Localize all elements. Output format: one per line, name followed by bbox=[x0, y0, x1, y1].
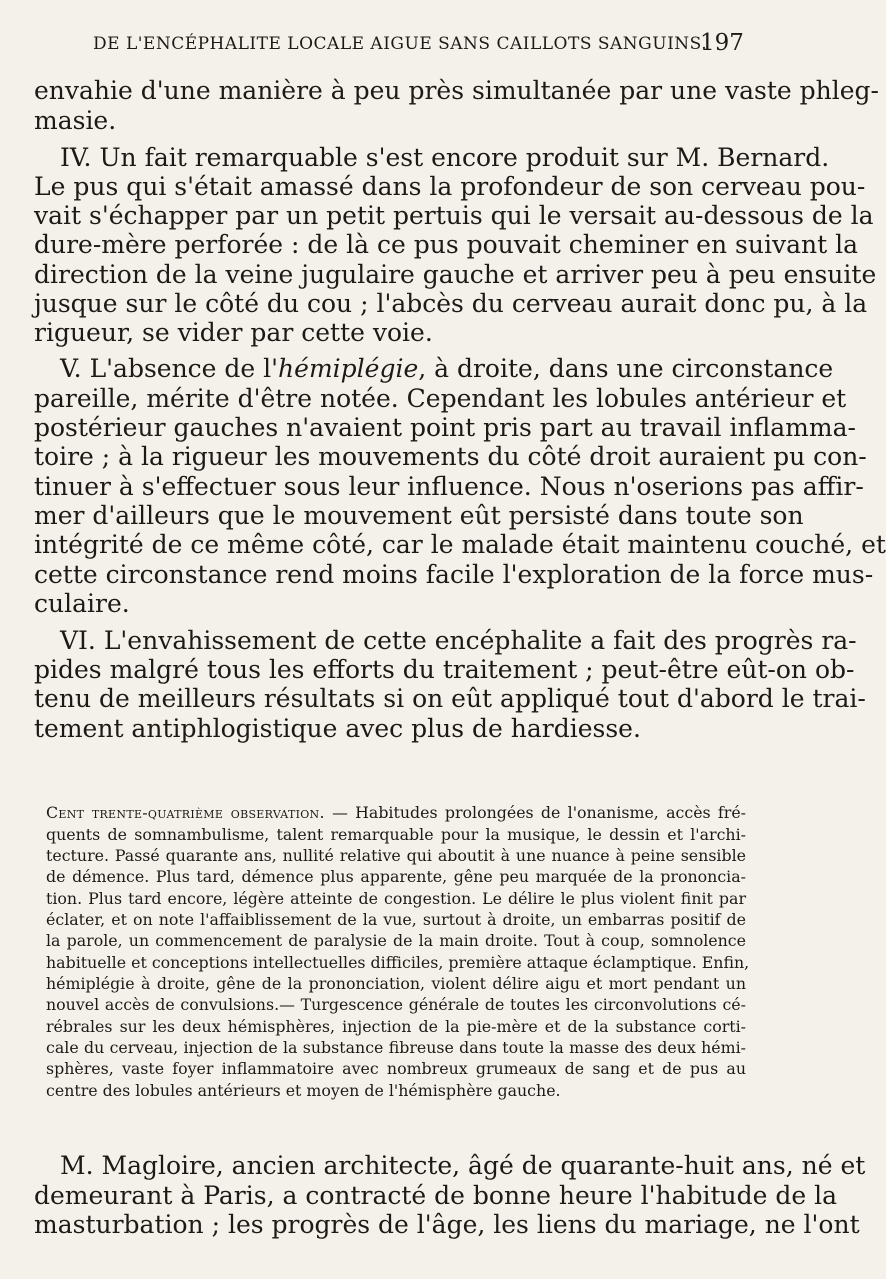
text-line: vait s'échapper par un petit pertuis qui le versait au-dessous de la bbox=[34, 201, 874, 230]
paragraph-v-start bbox=[60, 354, 834, 383]
text-line: Le pus qui s'était amassé dans la profondeur de son cerveau pou- bbox=[34, 172, 866, 201]
text-line: direction de la veine jugulaire gauche et arriver peu à peu ensuite bbox=[34, 260, 877, 289]
text-line: toire ; à la rigueur les mouvements du côté droit auraient pu con- bbox=[34, 442, 867, 471]
case-line: masturbation ; les progrès de l'âge, les liens du mariage, ne l'ont bbox=[34, 1210, 860, 1239]
paragraph-vi-start: VI. L'envahissement de cette encéphalite a fait des progrès ra- bbox=[60, 626, 857, 655]
text-line: mer d'ailleurs que le mouvement eût persisté dans toute son bbox=[34, 501, 804, 530]
note-line: rébrales sur les deux hémisphères, injection de la pie-mère et de la substance corti- bbox=[46, 1017, 746, 1036]
note-line: quents de somnambulisme, talent remarquable pour la musique, le dessin et l'archi- bbox=[46, 825, 746, 844]
observation-title: Cent trente-quatrième observation. bbox=[46, 803, 325, 822]
page-header bbox=[0, 26, 800, 66]
text-run: — Habitudes prolongées de l'onanisme, accès fré- bbox=[324, 803, 747, 822]
note-line: éclater, et on note l'affaiblissement de la vue, surtout à droite, un embarras positif de bbox=[46, 910, 746, 929]
text-line: culaire. bbox=[34, 589, 130, 618]
text-line: dure-mère perforée : de là ce pus pouvait cheminer en suivant la bbox=[34, 230, 858, 259]
paragraph-iv-start: IV. Un fait remarquable s'est encore produit sur M. Bernard. bbox=[60, 143, 830, 172]
text-line: envahie d'une manière à peu près simultanée par une vaste phleg- bbox=[34, 76, 879, 105]
observation-title-line bbox=[46, 802, 746, 823]
note-line: hémiplégie à droite, gêne de la prononciation, violent délire aigu et mort pendant un bbox=[46, 974, 746, 993]
text-line: tement antiphlogistique avec plus de hardiesse. bbox=[34, 714, 641, 743]
note-line: tecture. Passé quarante ans, nullité relative qui aboutit à une nuance à peine sensible bbox=[46, 846, 746, 865]
text-line: jusque sur le côté du cou ; l'abcès du cerveau aurait donc pu, à la bbox=[34, 289, 868, 318]
emphasis-hemiplegie: hémiplégie bbox=[278, 354, 419, 383]
running-head: DE L'ENCÉPHALITE LOCALE AIGUE SANS CAILLOTS SANGUINS. bbox=[93, 34, 708, 54]
note-line: centre des lobules antérieurs et moyen de l'hémisphère gauche. bbox=[46, 1081, 561, 1100]
note-line: cale du cerveau, injection de la substance fibreuse dans toute la masse des deux hémi- bbox=[46, 1038, 746, 1057]
case-line: M. Magloire, ancien architecte, âgé de quarante-huit ans, né et bbox=[60, 1151, 866, 1180]
text-line: pareille, mérite d'être notée. Cependant les lobules antérieur et bbox=[34, 384, 847, 413]
text-run: V. L'absence de l'hémiplégie, à droite, dans une circonstance bbox=[60, 354, 834, 383]
text-line: cette circonstance rend moins facile l'exploration de la force mus- bbox=[34, 560, 874, 589]
note-line: habituelle et conceptions intellectuelles difficiles, première attaque éclamptique. Enfin, bbox=[46, 953, 750, 972]
text-line: postérieur gauches n'avaient point pris part au travail inflamma- bbox=[34, 413, 856, 442]
note-line: sphères, vaste foyer inflammatoire avec nombreux grumeaux de sang et de pus au bbox=[46, 1059, 746, 1078]
text-line: rigueur, se vider par cette voie. bbox=[34, 318, 433, 347]
page-number: 197 bbox=[700, 30, 744, 56]
text-line: tenu de meilleurs résultats si on eût appliqué tout d'abord le trai- bbox=[34, 684, 866, 713]
note-line: la parole, un commencement de paralysie de la main droite. Tout à coup, somnolence bbox=[46, 931, 746, 950]
note-line: nouvel accès de convulsions.— Turgescence générale de toutes les circonvolutions cé- bbox=[46, 995, 746, 1014]
text-line: tinuer à s'effectuer sous leur influence. Nous n'oserions pas affir- bbox=[34, 472, 864, 501]
text-line: masie. bbox=[34, 106, 117, 135]
note-line: tion. Plus tard encore, légère atteinte de congestion. Le délire le plus violent finit par bbox=[46, 889, 746, 908]
text-line: intégrité de ce même côté, car le malade était maintenu couché, et bbox=[34, 530, 886, 559]
text-line: pides malgré tous les efforts du traitement ; peut-être eût-on ob- bbox=[34, 655, 855, 684]
case-line: demeurant à Paris, a contracté de bonne heure l'habitude de la bbox=[34, 1181, 838, 1210]
note-line: de démence. Plus tard, démence plus apparente, gêne peu marquée de la prononcia- bbox=[46, 867, 746, 886]
